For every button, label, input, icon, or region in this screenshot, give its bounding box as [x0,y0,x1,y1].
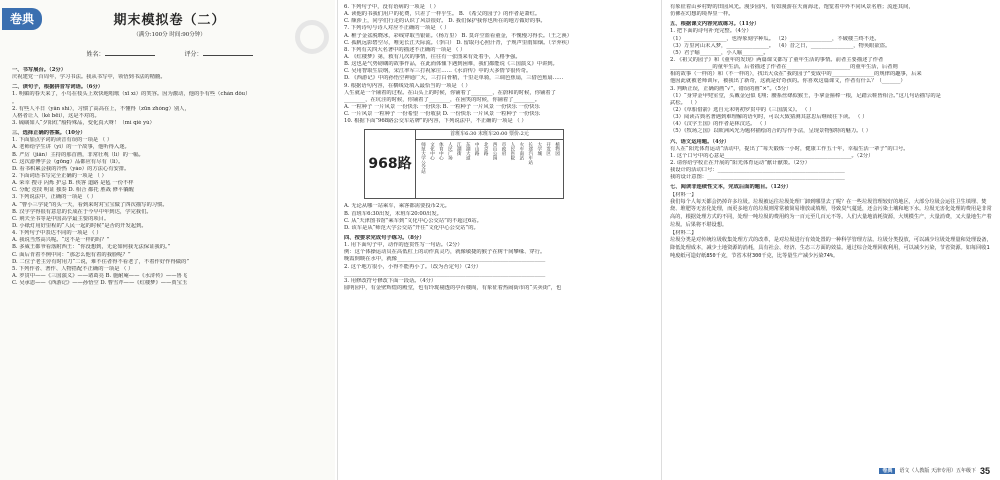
section-heading: 七、阅读非连续性文本，完成后面的题目。（12分） [670,184,792,191]
question-line: A. 无论从哪一站乘车，乘客都需要投币2元。 [344,203,450,210]
bus-stop-name: 文化中心 [429,142,435,161]
question-line: 8. 下列有关四大名著中的描述不正确的一项是 （ ） [344,46,466,53]
question-line: 5. 下列作者、著作、人物搭配不正确的一项是 （ ） [12,265,134,272]
question-line: 武松。 （ ） [670,99,700,106]
question-line: C. 从“天津图书馆”乘车到“文化中心公交站”的不超过6站。 [344,217,482,224]
question-line: （3）阅读古典名著遇到难理解的语句时，可以大致猜测其意思后继续往下读。 （ ） [670,114,868,121]
question-line: 。 [12,98,18,105]
question-line: 1. 这个口号中的心意是________________________________________________。（2分） [670,152,874,159]
question-line: 2. 有些人平日（yǎn shì），习惯了高高在上，不懂得（zūn zhòng）别人， [12,105,190,112]
question-line: C. 一片风景 一粒种子 一份希望 一份收获 D. 一份快乐 一片风景 一粒种子 一份快乐 [344,111,540,118]
page-footer [879,465,990,477]
bus-stop-name: 大学城 [536,142,542,156]
question-line: C. 面后肯着不例中同：“那怎么他有着的我脸呢？” [12,251,131,258]
material-two-label: 【材料二】 [670,229,697,236]
question-line: A. 《红楼梦》第，救有几次的事情，往往有一张图来有处着手，人格争强。 [344,53,521,60]
section-heading: 三、选择正确的答案。（10分） [12,130,86,137]
name-score-row [12,49,327,59]
question-line: D. 小纸灯用好里程的“人民一起的时候”是否的开发起到。 [12,223,147,230]
question-line: 10. 根据下面“968路公交车站牌”的内容，下列说法中，不正确的一项是 （ ） [344,118,527,125]
bus-stop-name: 人民医院 [509,142,515,161]
footer-brand: 卷典 [879,468,895,475]
material-two-passage: 垃圾分类是对传统垃圾收集处理方式的改革，是对垃圾进行有效处置的一种科学管理方法。垃圾分类投放，可以减少垃圾处理量和处理设备，降低处理成本，减少土地资源的消耗，具有社会、经济、生态三方面的效益。通过综合处理回收利用，可以减少污染，节省资源。如每回收1吨废纸可造好纸850千克，节省木材300千克，比等量生产减少污染74%。 [670,236,992,259]
question-line: A. “曹小三学徒”的头一天，看到来时对宝宝做了四次描写的习惯。 [12,201,168,208]
bus-stop-name: 开发区 [545,142,551,156]
bus-stop-name: 长途汽车站 [527,142,533,165]
question-line: 7. 下列诗句与诗人对应不正确的一项是 （ ） [344,25,450,32]
bus-stop-name: 体育中心 [438,142,444,161]
question-line: B. 汉字学得很有意思的长成在于今早中年到达，学完我们。 [12,208,152,215]
question-line: C. 孤帆远影碧空尽，唯见长江天际流。（李白） D. 留取丹心照汗青，子规声里雨如烟。（辛弃疾） [344,39,573,46]
bus-stop-sign [364,129,564,199]
bus-stop-name: 师范大学公交站 [420,142,426,174]
question-line: 3. 用修改符号修改下面一段话。（4分） [344,277,437,284]
question-line: B. 这也是气势磅礴的故事作品，在此而体恤下遇到困难，我们都能说《三国演义》中讲到。 [344,61,558,68]
question-line: 1. 把下面的诗句补充完整。（4分） [670,28,752,35]
question-line: （2）《草船借箭》选自元末明初罗贯中的《三国演义》。 （ ） [670,106,815,113]
question-line: 有象征着山乡村野的田园风光。漫步园内，有如漫游在天南海北，饱览着中外不同风景名胜；流连其间， [670,4,914,10]
section-heading: 五、根据课文内容完成练习。（11分） [670,21,760,28]
question-list-3 [344,203,651,292]
question-line: （4）《汉字王国》的作者是林汉达。 （ ） [670,121,770,128]
question-line: 例：这个体操运动员在高低杠上的动作真灵巧，就像敏捷的猴子在树干间攀缘、穿行。 [344,249,546,256]
question-line: （5）《牧场之国》以欧洲风光为题材描绘的合的写作手法，呈现景物独特的魅力。（ ） [670,128,872,135]
question-line: 他因此就被老师训斥，被我出了新奇，这就是好奇孩的。你喜欢这篇课文，作者有什么？（_______） [670,78,906,85]
question-line: ________，在坑洼的时候，你铺着了________，在困笑的时候，你铺着了________。 [344,96,540,103]
question-line: 4. 下列句子中表达不同的一项是 （ ） [12,230,102,237]
question-line: （1）________________，也得象刻学种瓜。 （2）________________，不破楼兰终不还。 [670,35,880,42]
bus-stop-name: 东湖大道 [465,142,471,161]
bus-stop-name: 市政府 [500,142,506,156]
bus-stop-name: 火车南站 [518,142,524,161]
question-line: A. 荣幸 搜寻 闪烁 护忌 B. 侠客 道路 是毡 一份不样 [12,180,134,187]
decorative-swirl-icon [295,20,329,54]
question-line: 2. 这个地方很小，小得不能再小了。（改为否定句）（2分） [344,263,482,270]
question-line: 晚霞倒映在水中，就像________________________________________________________ [344,256,546,263]
right-page [661,0,1000,480]
question-line: （5）君子喻________，小人喻________。 [670,49,769,56]
question-line: D. 《西游记》中的孙悟空神通广大，三打白骨精，千里走单骑，三调芭蕉扇，三借芭蕉扇…… [344,75,564,82]
question-line: B. 多威王都爷看落附西王：“你没想到，无论如何我无法保证我的。” [12,244,171,251]
question-line: 6. 下列句子中，没有语病的一项是 （ ） [344,4,439,10]
question-line: 我设计的活动口号：________________________________________________ [670,167,845,174]
page-number: 35 [979,465,990,476]
section-heading: 六、语文运用题。（4分） [670,138,730,145]
question-line: A. 读他的书我们用户的花费，只差了一样乎生。 B. 《希父的园子》的作者是萧红。 [344,11,541,18]
score-field[interactable]: 评分： [185,49,253,59]
question-line: A. 稚子金盆脱晓冰，彩线穿取当银钲。（杨万里） B. 莫许空篮看童金，不愧慢习得长。（王之涣） [344,32,573,39]
question-line: ____________________________________________________________________________ [344,270,546,277]
question-line: D. 二位子老主旁有时用刀“二说，难不住者得不看老了，不着作好作得做的” [12,258,190,265]
question-line: A. 罗贯中——《三国演义》——诸葛亮 B. 施耐庵——《水浒传》——鲁飞 [12,273,188,279]
question-line: 相的故事（一样的）和（不一样的），找出大众在“我的园子”变成中的________________的规律的趣事，后来 [670,71,922,78]
question-line: D. 看书积累会我的冷热（yáo）的方法心有安排。 [12,165,130,172]
question-line: 人格者让人（kě bēi），这是不对的。 [12,112,100,119]
question-line: 我的设计意图：____________________________________________________ [670,174,845,181]
question-line: 1. 明媚的春天来了，小鸟在枝头上欢快地唱歌（xī xì）的笑容。因为激动，他的手有些（chàn dǒu） [12,91,251,98]
question-list-4 [670,4,992,199]
bus-stop-name: 西山公园 [492,142,497,161]
bus-stop-name: 北京路 [483,142,489,156]
question-line: 3. 下列说法中，正确的一项是 （ ） [12,194,97,201]
question-line: 1. 下面加点字词的读音有误的一项是 （ ） [12,137,113,144]
question-line: C. 分配 竞技 明证 独奏 D. 相合 都托 胜战 修平躺醒 [12,187,134,194]
name-field[interactable]: 姓名： [86,49,154,59]
question-line: C. 颇涉上，同学们行走的认识了风景很好。 D. 我们保护我你也所在的地方做好的事。 [344,18,546,25]
question-line: 庆祝建党一百周年，学习书法。我从书写中，领悟到书法的精髓。 [12,74,166,81]
material-one-passage: 我们每个人每天都会扔掉许多垃圾。垃圾被运往垃圾处理厂卸到哪里去了呢？在一些垃圾管理较好的地区，大部分垃圾会运往卫生填埋、焚烧、堆肥等无害化处理，而更多地方的垃圾则常常被简易堆放或填埋，导致臭气蔓延，还会污染土壤和地下水。垃圾无害化处理的费用是非常高的，根据处理方式的不同，处理一吨垃圾的费用约为一百元至几百元不等。人们大量地消耗资源，大规模生产，大量消费，又大量地生产着垃圾。后果将不堪设想。 [670,198,992,229]
left-page [0,0,335,480]
question-line: 有人在“阳光体育运动”活动中，提出了“每天锻炼一小时，健康工作五十年，幸福生活一辈子”的口号。 [670,145,909,152]
question-line: C. 这次游博学会（gōng）品都应有尽有（lǐ）。 [12,158,124,165]
question-line: B. 严厉（jiǎn）主持的那首画，非常壮观（lì）的一幅。 [12,151,144,158]
question-line: 仿佛在幻想的境界里一样。 [670,11,734,18]
question-line: （3）万里河山未入梦，________________。 （4）昔之日，________________，物奂眼欲盗。 [670,42,891,49]
question-line: C. 吴用智取生辰纲，宋江率军三打祝家庄……《水浒传》中的大多情节很传奇。 [344,68,532,75]
question-line: （1）“身穿金甲兜室堂，头戴金冠似飞翔；腰系丝绦似猴王，手拿金箍棒一根，足踏云鞋皆相合。”这几句话描写的是 [670,92,941,99]
middle-page [337,0,657,480]
bus-fare: 首班车6:30 末班车20:00 票价:2元 [416,130,563,140]
page-title: 期末模拟卷（二） [113,13,226,28]
question-line: 圆明园中，有金壁辉煌的殿堂，也有玲珑剔透的亭台楼阁，有象征着热闹街市的“买卖街”，也 [344,284,562,291]
question-line: A. 老师给学生讲（yǐ）的一个故事，他听得入迷。 [12,144,130,151]
bus-stop-name: 人民广场 [447,142,453,161]
question-list-1 [12,67,327,287]
question-line: C. 吴承恩——《西游记》——孙悟空 D. 曹雪芹——《红楼梦》——贾宝玉 [12,280,188,287]
section-heading: 四、按要求完成句子练习。（8分） [344,234,425,241]
section-heading: 一、书写展台。（2分） [12,67,67,74]
bus-stops [416,140,563,198]
section-heading: 二、读句子，根据拼音写词语。（6分） [12,84,104,91]
question-line: D. 该车是从“师范大学公交站”开往“文化中心公交站”的。 [344,224,479,231]
exam-subtitle: （满分:100分 时间:90分钟） [133,31,206,38]
brand-logo: 卷典 [2,8,42,30]
bus-stop-name: 江湖街 [456,142,462,156]
question-line: 【材料一】 [670,191,697,198]
question-list-2 [344,4,651,125]
question-line: ________________的童年生活，后者描述了作者在________________________的童年生活，后者则 [670,64,898,71]
question-line: 人生就是一个铺着的过程。在山头上的时候，你铺着了________，在蔚和的时候，你铺着了 [344,89,556,96]
question-line: 2. 下面词语书写完全正确的一项是 （ ） [12,173,107,180]
question-line: 9. 根据语句内容，在横线处填入最恰当的一项是 （ ） [344,82,471,89]
question-line: 3. 判断正误，正确的画“√”，错误的画“×”。（5分） [670,85,792,92]
question-line: 2. 《祖父的园子》和《童年的发现》两篇课文都写了童年生活的事情。前者主要描述了作者 [670,56,884,63]
question-line: A. 一粒种子 一片风景 一份快乐 一份快乐 B. 一粒种子 一片风景 一份快乐 一份快乐 [344,103,540,110]
question-line: 2. 请你给学校正在开展的“阳光体育运动”献计献策。（2分） [670,159,811,166]
question-line: B. 首班车6:30出发，末班车20:00出发。 [344,210,442,217]
question-line: 3. 硫磺如人“夕阳红”般特殊品，变化真大呀！（mì qiè yú） [12,120,155,127]
footer-text: 语文（人教版 天津专用）五年级下 [899,467,976,474]
bus-stop-name: 中山路 [474,142,480,156]
question-line: C. 荆夫全书等是中国高学最主要的项目。 [12,215,110,222]
bus-stop-name: 植物园 [554,142,560,156]
bus-number: 968路 [365,130,416,198]
question-line: A. 我说当然高兴呢。“这不是一样的吗？” [12,237,110,244]
question-line: 1. 用下面句子中，动作的连贯性写一句话。（2分） [344,242,463,249]
